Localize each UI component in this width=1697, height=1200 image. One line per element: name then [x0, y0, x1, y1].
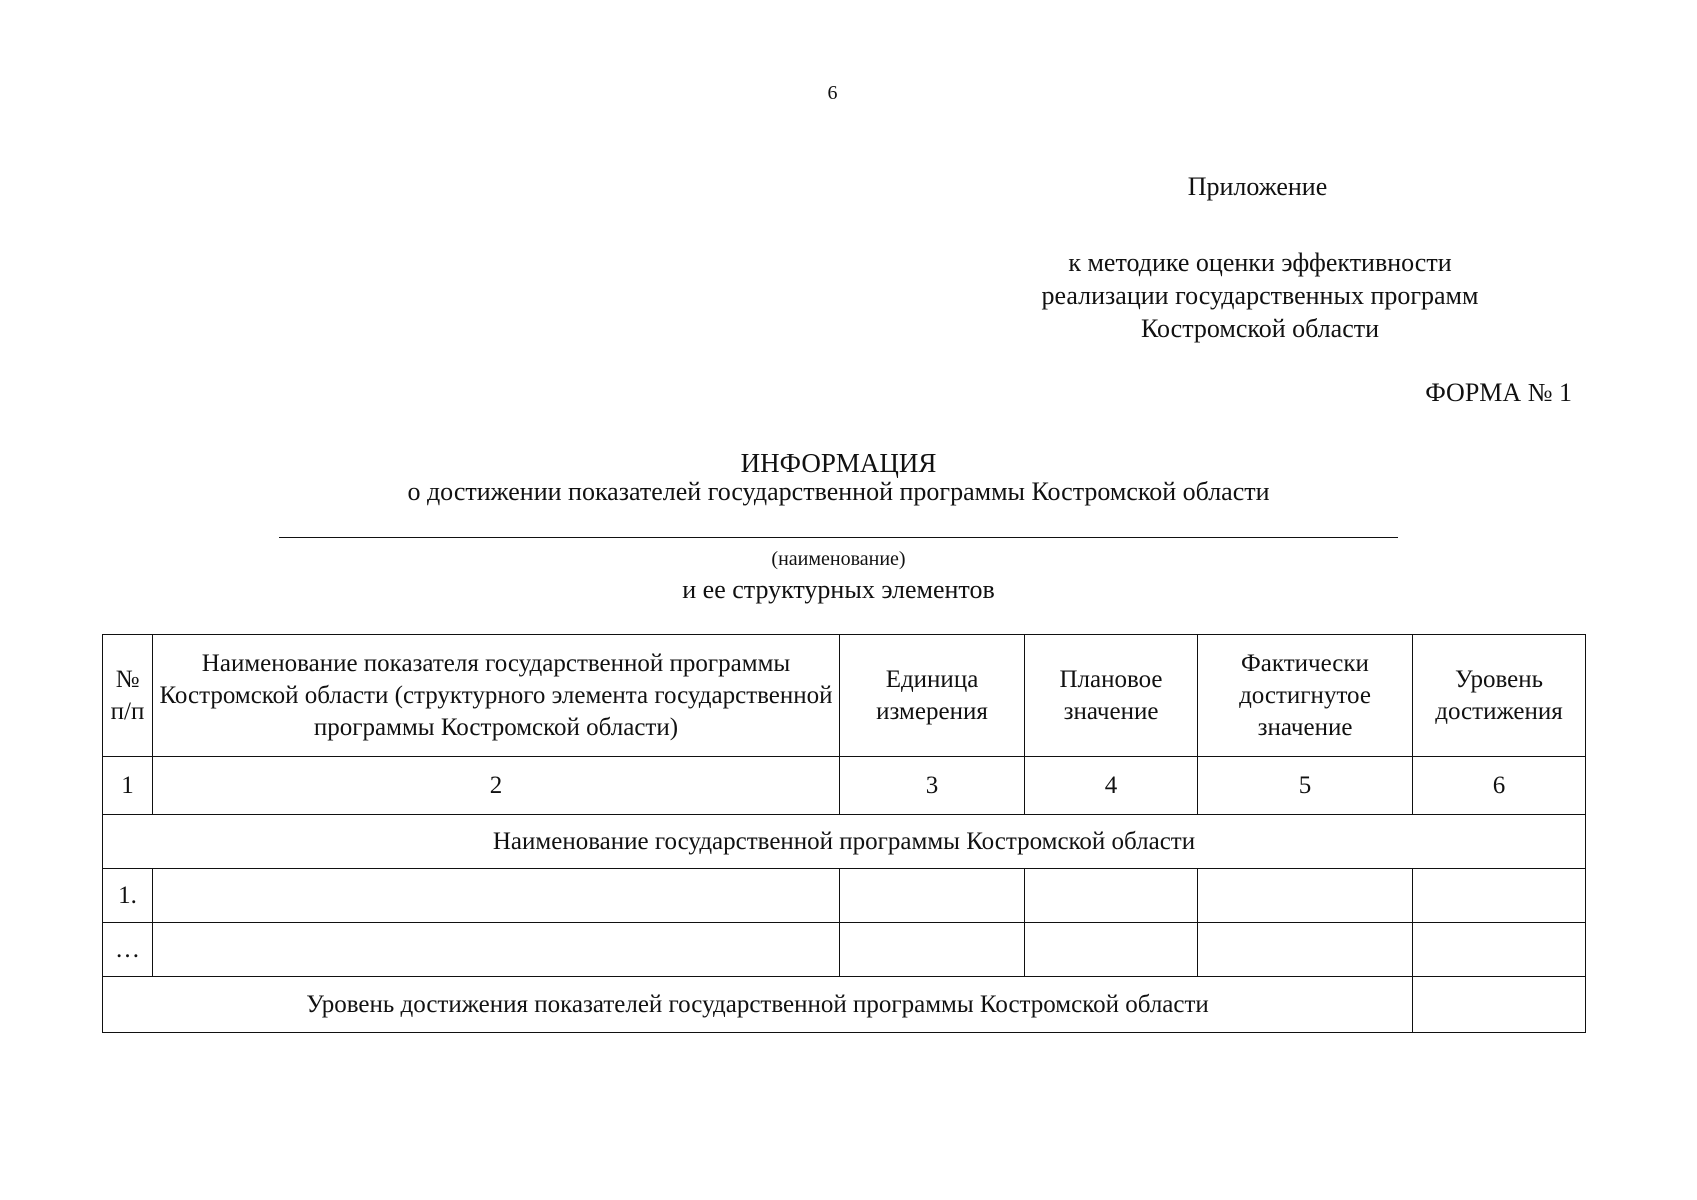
- page-number: 6: [827, 82, 838, 104]
- total-value-cell: [1413, 977, 1586, 1033]
- table-row: [103, 869, 1586, 923]
- header-planned-value: Плановое значение: [1025, 635, 1198, 757]
- planned-value-cell: [1025, 869, 1198, 923]
- column-number: 6: [1413, 757, 1586, 815]
- column-number-row: [103, 757, 1586, 815]
- form-number: ФОРМА № 1: [1425, 378, 1572, 407]
- header-indicator-name: Наименование показателя государственной программы Костромской области (структурного элемента государственной программы Костромской области): [153, 635, 840, 757]
- column-number: 2: [153, 757, 840, 815]
- indicator-name-cell: [153, 869, 840, 923]
- unit-cell: [840, 923, 1025, 977]
- column-number: 3: [840, 757, 1025, 815]
- achievement-level-cell: [1413, 923, 1586, 977]
- total-label: Уровень достижения показателей государственной программы Костромской области: [103, 977, 1413, 1033]
- document-title: ИНФОРМАЦИЯ: [740, 448, 937, 478]
- document-subtitle: о достижении показателей государственной программы Костромской области: [407, 477, 1270, 506]
- column-number: 4: [1025, 757, 1198, 815]
- row-number: …: [103, 923, 153, 977]
- indicators-table: [102, 634, 1586, 1033]
- appendix-subtitle: [990, 246, 1530, 345]
- table-row: [103, 923, 1586, 977]
- indicator-name-cell: [153, 923, 840, 977]
- actual-value-cell: [1198, 923, 1413, 977]
- program-name-cell: Наименование государственной программы Костромской области: [103, 815, 1586, 869]
- column-number: 1: [103, 757, 153, 815]
- structural-caption: и ее структурных элементов: [682, 575, 995, 604]
- name-caption: (наименование): [771, 548, 906, 570]
- row-number: 1.: [103, 869, 153, 923]
- header-number: № п/п: [103, 635, 153, 757]
- header-unit: Единица измерения: [840, 635, 1025, 757]
- actual-value-cell: [1198, 869, 1413, 923]
- header-actual-value: Фактически достигнутое значение: [1198, 635, 1413, 757]
- appendix-title: Приложение: [1187, 172, 1328, 201]
- achievement-level-cell: [1413, 869, 1586, 923]
- program-name-row: [103, 815, 1586, 869]
- table-header-row: [103, 635, 1586, 757]
- planned-value-cell: [1025, 923, 1198, 977]
- appendix-line-2: реализации государственных программ: [1041, 281, 1479, 310]
- unit-cell: [840, 869, 1025, 923]
- appendix-line-3: Костромской области: [1140, 314, 1380, 343]
- name-fill-line: [279, 537, 1398, 538]
- total-row: [103, 977, 1586, 1033]
- appendix-line-1: к методике оценки эффективности: [1068, 248, 1452, 277]
- column-number: 5: [1198, 757, 1413, 815]
- header-achievement-level: Уровень достижения: [1413, 635, 1586, 757]
